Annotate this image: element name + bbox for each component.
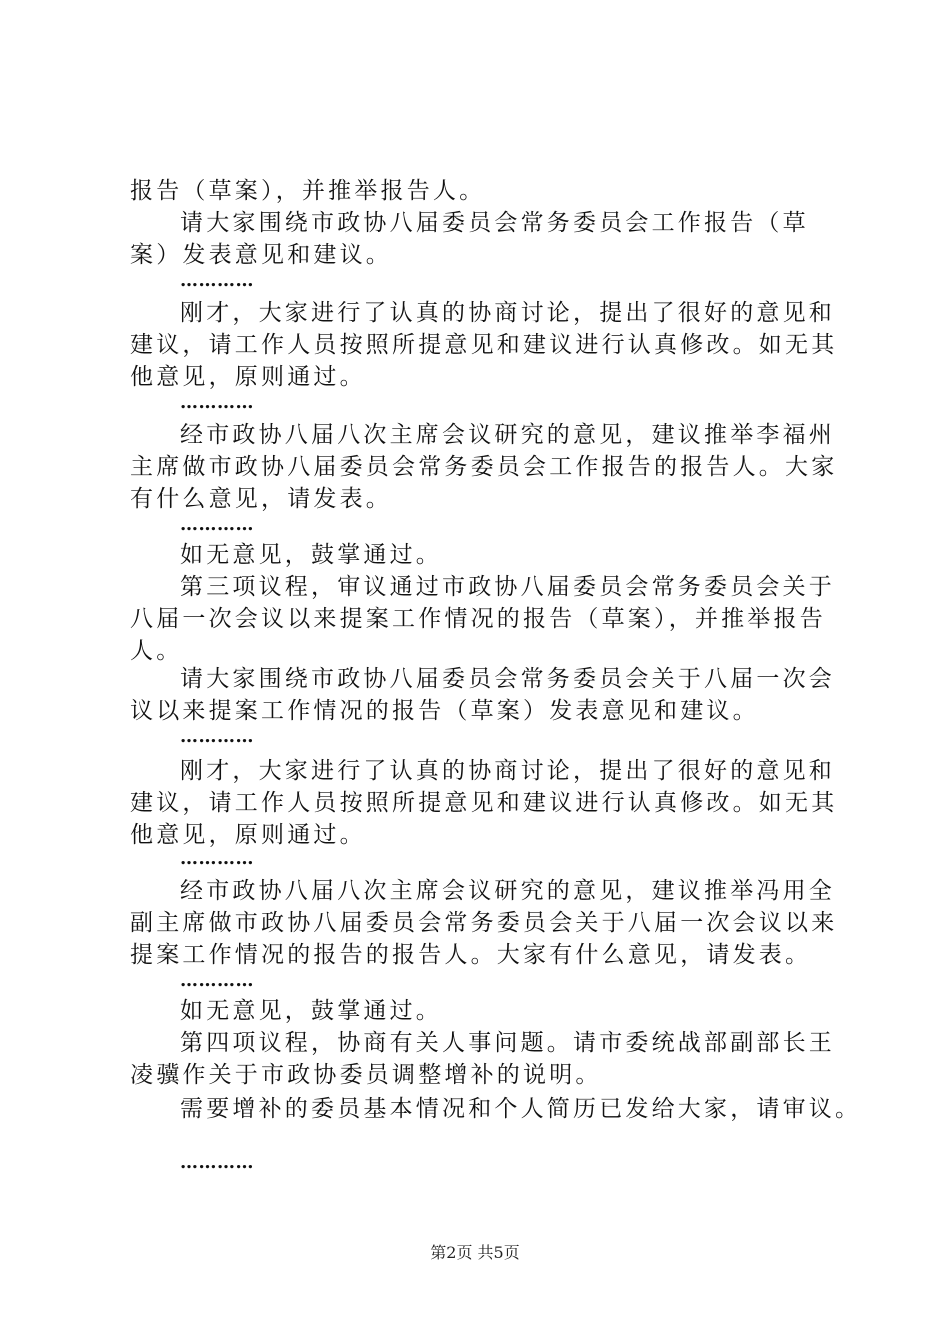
text-line: 案）发表意见和建议。 <box>130 242 392 268</box>
ellipsis-separator: ………… <box>180 848 254 869</box>
text-line: 他意见，原则通过。 <box>130 822 366 848</box>
text-line: 建议，请工作人员按照所提意见和建议进行认真修改。如无其 <box>130 790 838 816</box>
text-line: 他意见，原则通过。 <box>130 364 366 390</box>
text-line: 副主席做市政协八届委员会常务委员会关于八届一次会议以来 <box>130 910 838 936</box>
text-line: 如无意见，鼓掌通过。 <box>180 542 442 568</box>
text-line: 人。 <box>130 638 183 664</box>
text-line: 报告（草案），并推举报告人。 <box>130 178 486 204</box>
page-number-footer: 第2页 共5页 <box>430 1243 520 1262</box>
text-line: 凌骥作关于市政协委员调整增补的说明。 <box>130 1062 602 1088</box>
text-line: 建议，请工作人员按照所提意见和建议进行认真修改。如无其 <box>130 332 838 358</box>
text-line: 提案工作情况的报告的报告人。大家有什么意见，请发表。 <box>130 942 812 968</box>
ellipsis-separator: ………… <box>180 970 254 991</box>
text-line: 如无意见，鼓掌通过。 <box>180 998 442 1024</box>
text-line: 经市政协八届八次主席会议研究的意见，建议推举冯用全 <box>180 878 835 904</box>
ellipsis-separator: ………… <box>180 514 254 535</box>
text-line: 请大家围绕市政协八届委员会常务委员会关于八届一次会 <box>180 666 835 692</box>
ellipsis-separator: ………… <box>180 1152 254 1173</box>
text-line: 刚才，大家进行了认真的协商讨论，提出了很好的意见和 <box>180 300 835 326</box>
text-line: 第四项议程，协商有关人事问题。请市委统战部副部长王 <box>180 1030 835 1056</box>
text-line: 刚才，大家进行了认真的协商讨论，提出了很好的意见和 <box>180 758 835 784</box>
text-line: 有什么意见，请发表。 <box>130 486 392 512</box>
ellipsis-separator: ………… <box>180 726 254 747</box>
text-line: 议以来提案工作情况的报告（草案）发表意见和建议。 <box>130 698 759 724</box>
text-line: 八届一次会议以来提案工作情况的报告（草案），并推举报告 <box>130 606 826 632</box>
text-line: 主席做市政协八届委员会常务委员会工作报告的报告人。大家 <box>130 454 838 480</box>
text-line: 请大家围绕市政协八届委员会常务委员会工作报告（草 <box>180 210 809 236</box>
ellipsis-separator: ………… <box>180 270 254 291</box>
ellipsis-separator: ………… <box>180 392 254 413</box>
text-line: 需要增补的委员基本情况和个人简历已发给大家，请审议。 <box>180 1096 862 1122</box>
text-line: 第三项议程，审议通过市政协八届委员会常务委员会关于 <box>180 574 835 600</box>
text-line: 经市政协八届八次主席会议研究的意见，建议推举李福州 <box>180 422 835 448</box>
